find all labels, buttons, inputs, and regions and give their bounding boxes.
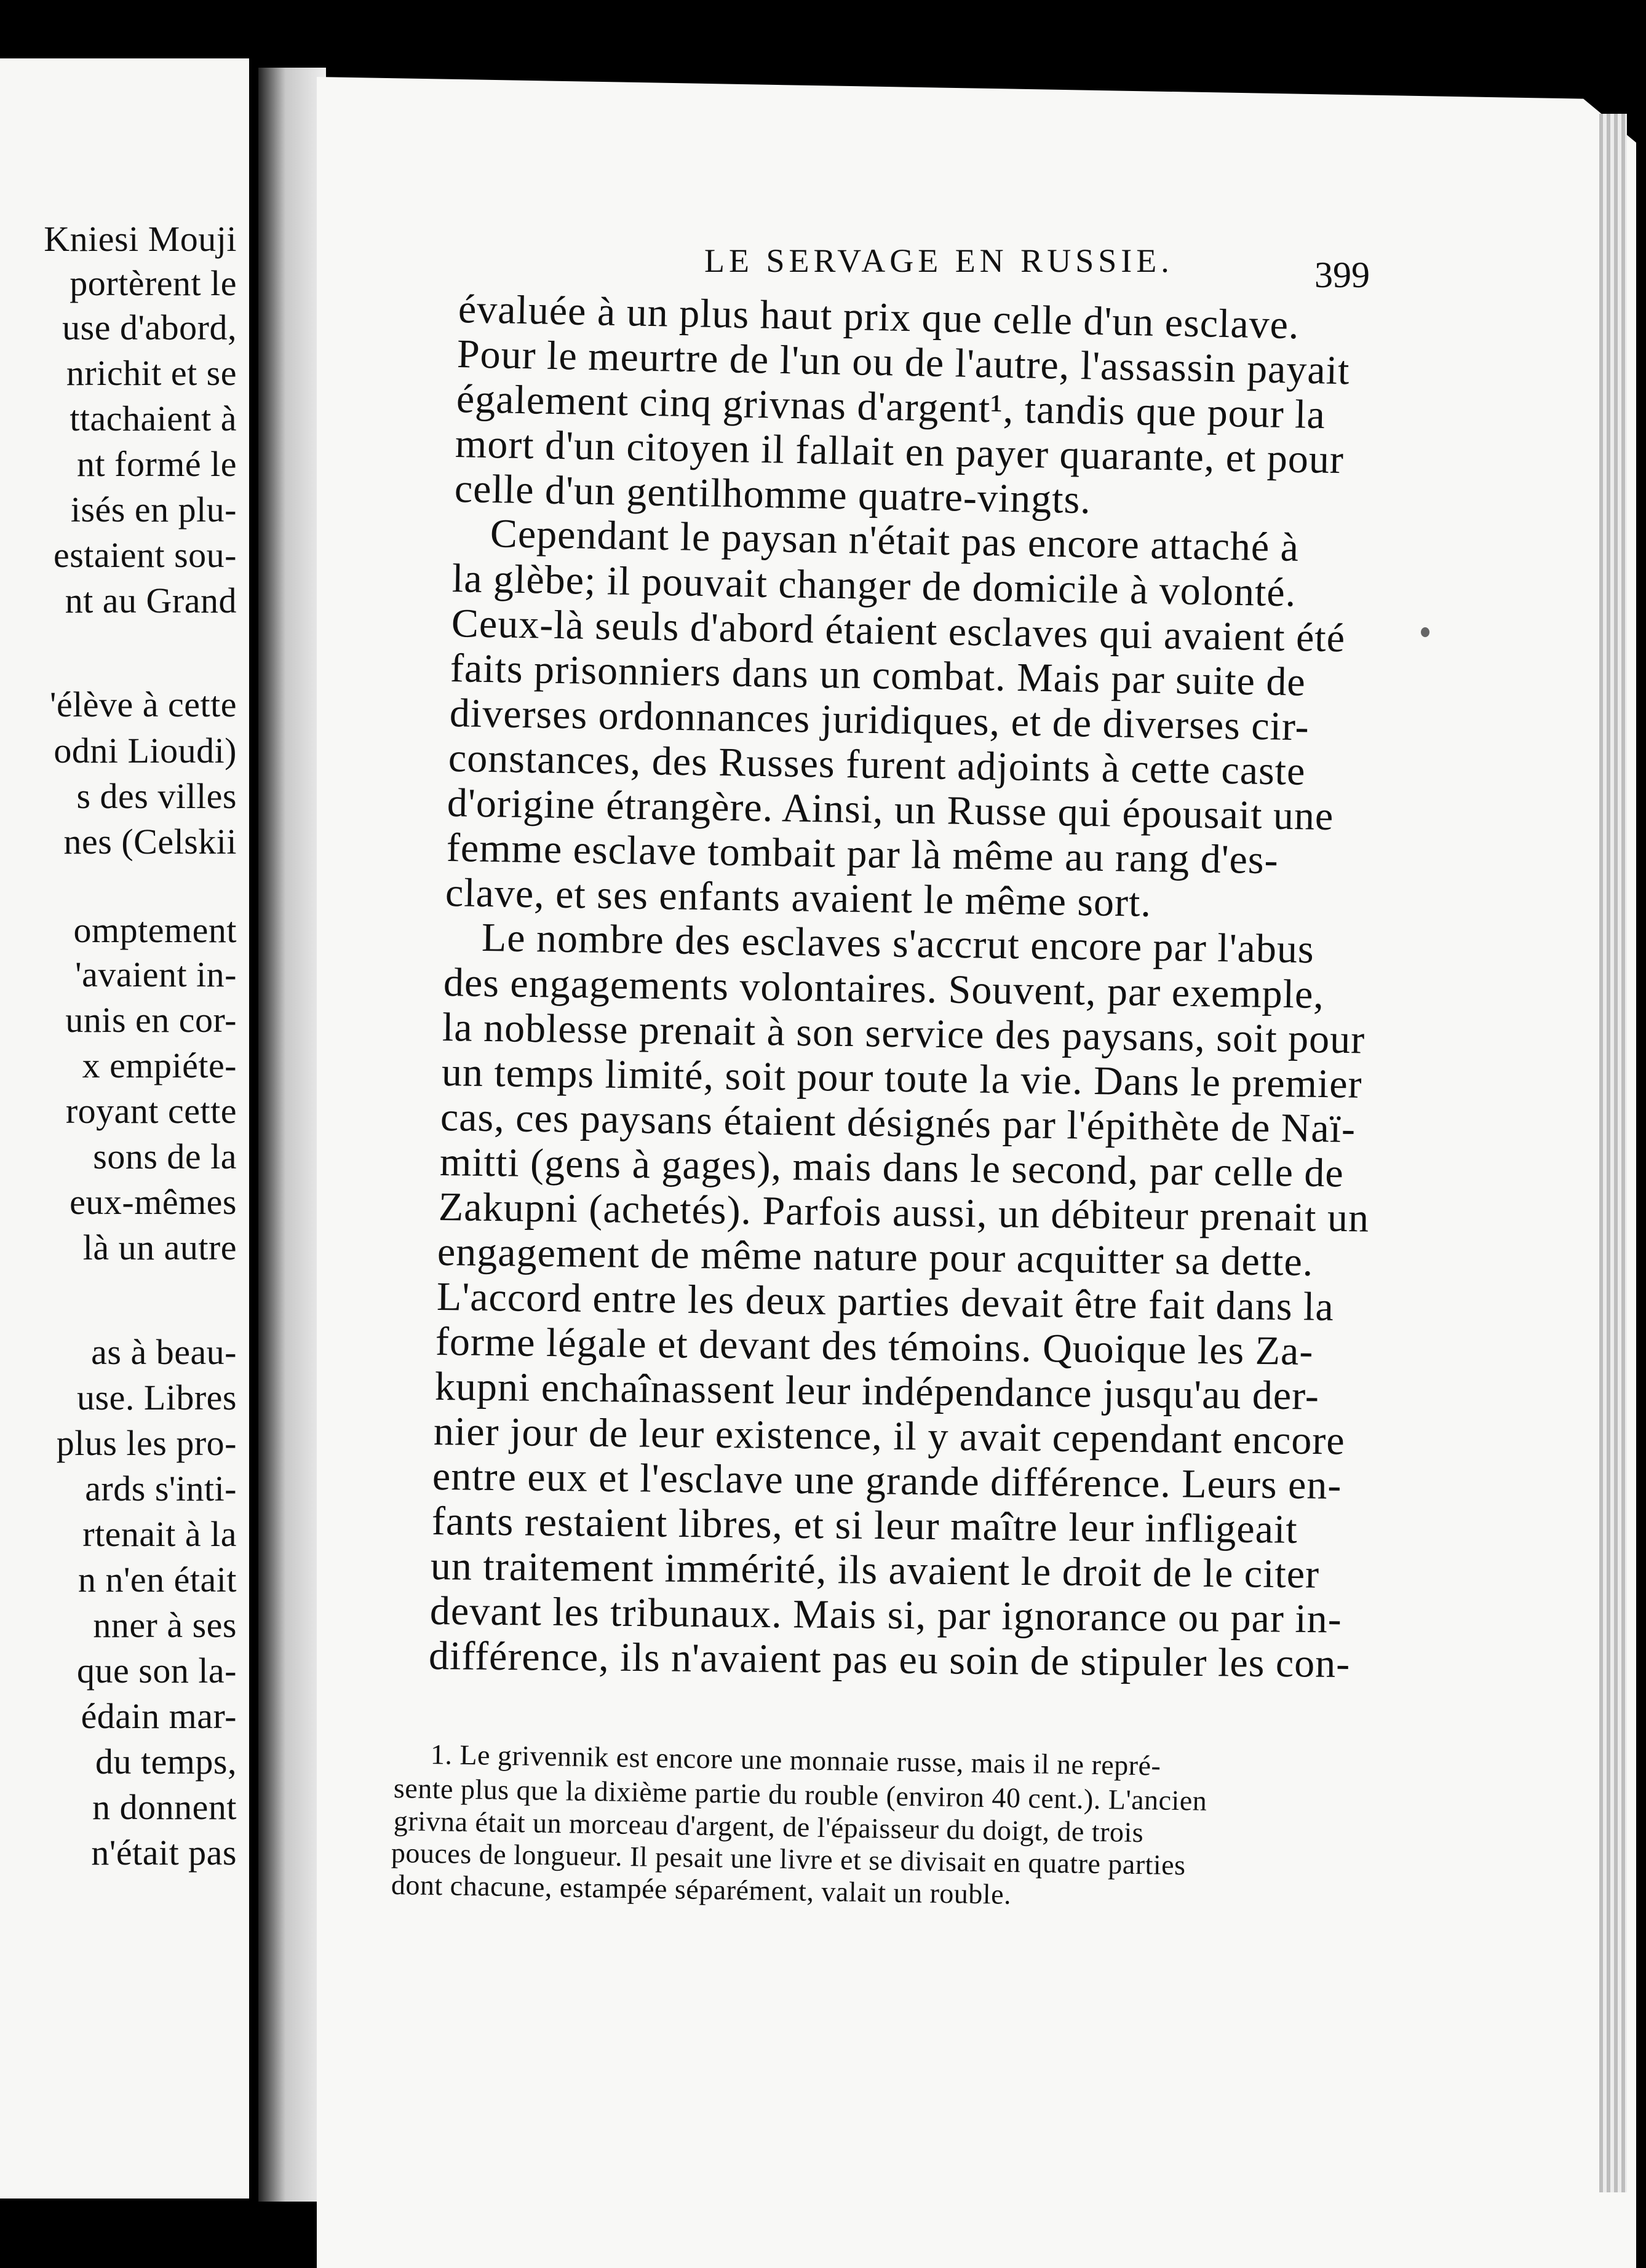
left-page-line: n donnent: [92, 1787, 237, 1827]
body-line: également cinq grivnas d'argent¹, tandis que pour la: [456, 376, 1326, 438]
left-page-line: nt formé le: [77, 444, 237, 484]
left-page-line: nes (Celskii: [63, 822, 237, 862]
book-spine-shadow: [258, 68, 326, 2202]
body-line: cas, ces paysans étaient désignés par l'épithète de Naï-: [440, 1095, 1356, 1152]
left-page-line: eux-mêmes: [70, 1182, 237, 1222]
left-page-line: estaient sou-: [53, 535, 237, 575]
body-line: la noblesse prenait à son service des paysans, soit pour: [442, 1005, 1366, 1063]
body-line: mort d'un citoyen il fallait en payer quarante, et pour: [455, 421, 1345, 483]
body-line: constances, des Russes furent adjoints à cette caste: [448, 736, 1306, 794]
body-line: un traitement immérité, ils avaient le droit de le citer: [430, 1544, 1320, 1597]
body-line: des engagements volontaires. Souvent, par exemple,: [443, 960, 1325, 1017]
left-page-line: nner à ses: [93, 1605, 237, 1645]
body-line: engagement de même nature pour acquitter sa dette.: [437, 1229, 1314, 1285]
left-page-line: Kniesi Mouji: [44, 219, 237, 259]
left-page-line: as à beau-: [91, 1332, 237, 1372]
body-line: fants restaient libres, et si leur maître leur infligeait: [431, 1499, 1298, 1552]
left-page-line: 'élève à cette: [50, 684, 237, 724]
body-line: devant les tribunaux. Mais si, par ignorance ou par in-: [429, 1588, 1342, 1642]
left-page-line: ards s'inti-: [85, 1469, 237, 1509]
left-page-line: portèrent le: [70, 263, 237, 303]
body-line: diverses ordonnances juridiques, et de diverses cir-: [449, 691, 1310, 750]
left-page-line: omptement: [73, 910, 237, 950]
body-line: forme légale et devant des témoins. Quoique les Za-: [435, 1319, 1314, 1374]
left-page-line: n n'en était: [78, 1560, 237, 1600]
body-line: femme esclave tombait par là même au rang d'es-: [446, 825, 1279, 883]
running-title: LE SERVAGE EN RUSSIE.: [704, 242, 1174, 279]
left-page-line: que son la-: [77, 1651, 237, 1691]
left-page-line: nrichit et se: [66, 353, 237, 393]
left-page-line: x empiéte-: [82, 1045, 237, 1085]
left-page-line: use d'abord,: [62, 307, 237, 347]
body-line: Le nombre des esclaves s'accrut encore par l'abus: [481, 915, 1314, 972]
footnote-line: 1. Le grivennik est encore une monnaie russe, mais il ne repré-: [430, 1739, 1161, 1782]
left-page-line: isés en plu-: [70, 490, 237, 529]
body-line: Zakupni (achetés). Parfois aussi, un débiteur prenait un: [438, 1184, 1370, 1241]
body-line: Ceux-là seuls d'abord étaient esclaves qui avaient été: [451, 601, 1346, 661]
footnote-line: sente plus que la dixième partie du rouble (environ 40 cent.). L'ancien: [393, 1772, 1207, 1817]
left-page: [0, 58, 249, 2199]
body-line: un temps limité, soit pour toute la vie. Dans le premier: [441, 1050, 1362, 1107]
left-page-line: édain mar-: [81, 1696, 237, 1736]
body-line: mitti (gens à gages), mais dans le second, par celle de: [439, 1140, 1344, 1196]
page-number: 399: [1314, 255, 1370, 295]
body-line: kupni enchaînassent leur indépendance jusqu'au der-: [434, 1364, 1319, 1419]
ink-speck: [1421, 627, 1429, 637]
body-line: Pour le meurtre de l'un ou de l'autre, l'assassin payait: [456, 331, 1351, 394]
left-page-line: royant cette: [65, 1091, 237, 1131]
page-edge-stack: [1599, 114, 1627, 2192]
body-line: Cependant le paysan n'était pas encore attaché à: [490, 511, 1300, 570]
body-line: évaluée à un plus haut prix que celle d'un esclave.: [458, 287, 1300, 348]
left-page-line: sons de la: [93, 1136, 237, 1176]
footnote-line: dont chacune, estampée séparément, valait un rouble.: [391, 1869, 1012, 1910]
left-page-line: odni Lioudi): [54, 731, 237, 771]
left-page-line: use. Libres: [77, 1378, 237, 1418]
body-line: entre eux et l'esclave une grande différence. Leurs en-: [432, 1454, 1343, 1508]
body-line: faits prisonniers dans un combat. Mais par suite de: [450, 646, 1306, 705]
left-page-line: unis en cor-: [65, 1000, 237, 1040]
left-page-line: s des villes: [76, 776, 237, 816]
body-line: [445, 873, 446, 913]
body-line: la glèbe; il pouvait changer de domicile à volonté.: [451, 556, 1297, 616]
left-page-line: là un autre: [82, 1227, 237, 1267]
left-page-line: 'avaient in-: [75, 954, 237, 994]
footnote-line: pouces de longueur. Il pesait une livre et se divisait en quatre parties: [391, 1837, 1186, 1881]
body-line: d'origine étrangère. Ainsi, un Russe qui épousait une: [447, 780, 1335, 839]
body-line: nier jour de leur existence, il y avait cependant encore: [433, 1409, 1345, 1464]
left-page-line: du temps,: [95, 1742, 237, 1782]
left-page-line: ttachaient à: [70, 398, 237, 438]
left-page-line: rtenait à la: [82, 1514, 237, 1554]
body-line: L'accord entre les deux parties devait être fait dans la: [436, 1274, 1334, 1330]
footnote-line: grivna était un morceau d'argent, de l'épaisseur du doigt, de trois: [393, 1805, 1144, 1849]
left-page-line: n'était pas: [91, 1833, 237, 1873]
left-page-line: plus les pro-: [56, 1423, 237, 1463]
left-page-line: nt au Grand: [65, 581, 237, 621]
